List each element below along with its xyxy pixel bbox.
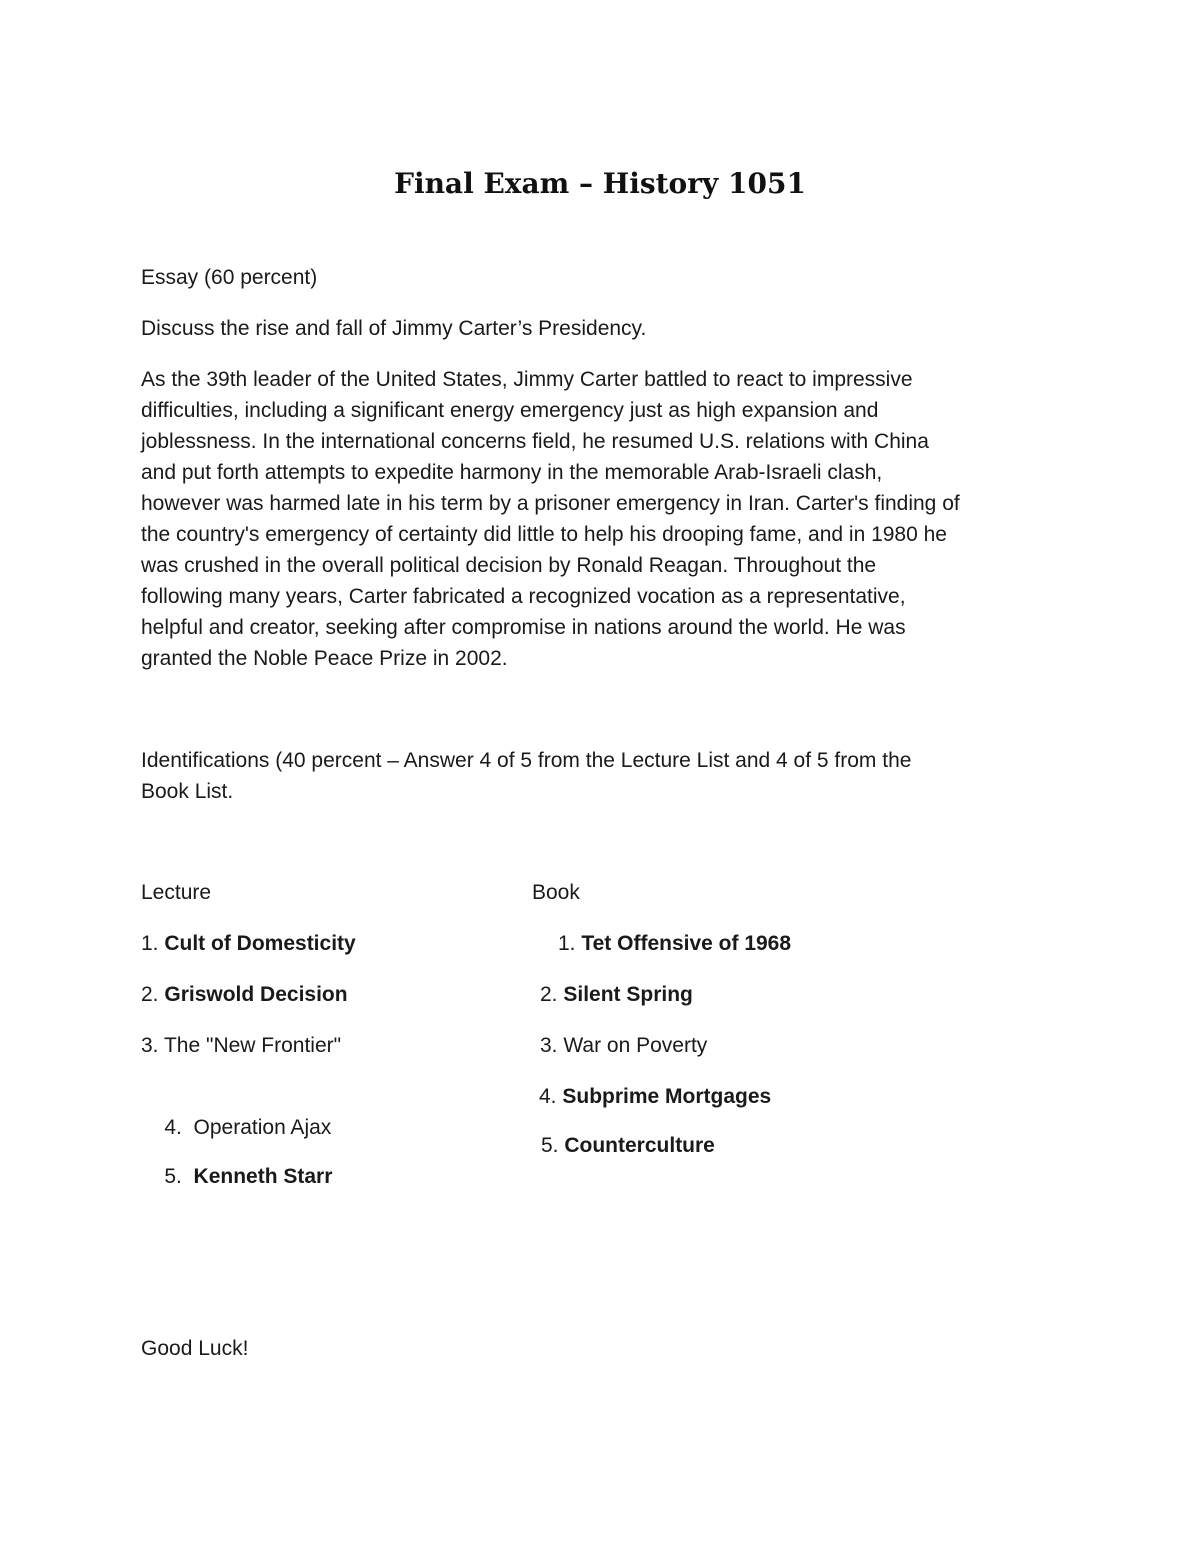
essay-prompt: Discuss the rise and fall of Jimmy Carter’s Presidency. <box>141 317 647 340</box>
item-text: Cult of Domesticity <box>164 932 356 955</box>
item-text: Counterculture <box>564 1134 715 1157</box>
lecture-item <box>141 928 356 959</box>
item-text: Operation Ajax <box>193 1116 332 1139</box>
item-number: 1. <box>141 932 165 955</box>
item-text: Silent Spring <box>563 983 693 1006</box>
essay-paragraph <box>141 364 1076 674</box>
item-number: 4. <box>164 1116 194 1139</box>
identifications-instructions <box>141 745 911 807</box>
closing-text: Good Luck! <box>141 1337 249 1360</box>
book-item <box>540 979 693 1010</box>
essay-line: and put forth attempts to expedite harmony in the memorable Arab-Israeli clash, <box>141 461 883 484</box>
essay-heading: Essay (60 percent) <box>141 266 318 289</box>
identifications-line: Identifications (40 percent – Answer 4 of 5 from the Lecture List and 4 of 5 from the <box>141 749 912 772</box>
book-item <box>541 1130 715 1161</box>
item-text: The "New Frontier" <box>163 1034 342 1057</box>
essay-line: granted the Noble Peace Prize in 2002. <box>141 647 508 670</box>
lecture-item <box>141 1030 341 1061</box>
lecture-item <box>141 1130 332 1223</box>
item-number: 5. <box>164 1165 194 1188</box>
essay-line: joblessness. In the international concerns field, he resumed U.S. relations with China <box>141 430 929 453</box>
essay-line: was crushed in the overall political decision by Ronald Reagan. Throughout the <box>141 554 877 577</box>
item-text: War on Poverty <box>563 1034 708 1057</box>
item-number: 3. <box>141 1034 164 1057</box>
lecture-heading: Lecture <box>141 881 212 904</box>
item-text: Griswold Decision <box>164 983 348 1006</box>
book-item <box>558 928 791 959</box>
essay-line: difficulties, including a significant energy emergency just as high expansion and <box>141 399 879 422</box>
identifications-line: Book List. <box>141 780 234 803</box>
book-heading: Book <box>532 881 580 904</box>
book-item <box>540 1030 707 1061</box>
essay-line: following many years, Carter fabricated a recognized vocation as a representative, <box>141 585 906 608</box>
page-title: Final Exam – History 1051 <box>394 167 806 200</box>
item-text: Tet Offensive of 1968 <box>581 932 792 955</box>
item-text: Subprime Mortgages <box>562 1085 772 1108</box>
item-number: 2. <box>540 983 564 1006</box>
item-number: 3. <box>540 1034 564 1057</box>
item-number: 2. <box>141 983 165 1006</box>
book-item <box>539 1081 771 1112</box>
item-number: 5. <box>541 1134 565 1157</box>
essay-line: As the 39th leader of the United States, Jimmy Carter battled to react to impressive <box>141 368 913 391</box>
item-number: 4. <box>539 1085 563 1108</box>
item-text: Kenneth Starr <box>193 1165 333 1188</box>
essay-line: the country's emergency of certainty did little to help his drooping fame, and in 1980 he <box>141 523 947 546</box>
essay-line: helpful and creator, seeking after compromise in nations around the world. He was <box>141 616 906 639</box>
lecture-item <box>141 979 348 1010</box>
item-number: 1. <box>558 932 582 955</box>
essay-line: however was harmed late in his term by a prisoner emergency in Iran. Carter's finding of <box>141 492 960 515</box>
